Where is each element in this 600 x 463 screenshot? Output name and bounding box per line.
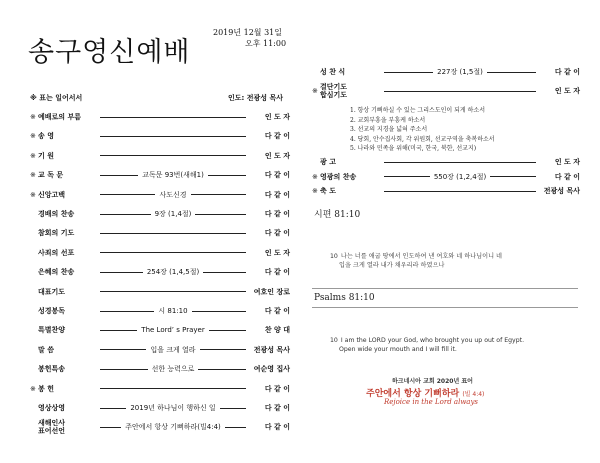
- service-item-label: 특별찬양: [38, 326, 66, 335]
- standing-marker: ※: [312, 172, 318, 181]
- korean-verse-text: [330, 252, 590, 270]
- service-item-leader: 인 도 자: [264, 151, 290, 160]
- standing-marker: ※: [30, 113, 36, 121]
- service-item-label: 예배로의 부름: [38, 113, 82, 121]
- leader-line: [384, 91, 536, 92]
- service-item-leader: 전광성 목사: [543, 187, 580, 195]
- leader-line: [487, 72, 536, 73]
- divider: [312, 288, 578, 289]
- service-item-detail: 2019년 하나님이 행하신 일: [130, 404, 216, 412]
- service-item-leader: 다 같 이: [264, 171, 290, 180]
- leader-line: [100, 194, 155, 195]
- leader-line: [100, 155, 246, 156]
- service-item-detail: 선한 능력으로: [151, 365, 195, 374]
- leader-line: [100, 272, 143, 273]
- leader-line: [100, 233, 246, 234]
- service-item: [30, 189, 290, 201]
- service-item-label: 영상상영: [38, 404, 66, 412]
- service-item: [30, 247, 290, 259]
- korean-verse-reference: 시편 81:10: [314, 210, 361, 220]
- service-item-label: 새해인사 표어선언: [38, 419, 66, 436]
- leader-line: [384, 72, 433, 73]
- leader-line: [490, 176, 536, 177]
- service-item: [30, 383, 290, 395]
- church-motto-heading: 하크네시아 교회 2020년 표어: [392, 378, 473, 385]
- korean-verse-line: 나는 너를 애굽 땅에서 인도하여 낸 여호와 네 하나님이니 네: [340, 253, 503, 260]
- leader-line: [100, 349, 146, 350]
- standing-marker: ※: [30, 190, 36, 199]
- service-item: [30, 363, 290, 375]
- service-item-leader: 여호인 장로: [253, 287, 290, 296]
- service-item-leader: 다 같 이: [264, 423, 290, 432]
- prayer-topic: 2. 교회부흥을 부흥케 하소서: [350, 116, 426, 124]
- english-verse-line: Open wide your mouth and I will fill it.: [339, 346, 457, 353]
- service-item-leader: 여순영 집사: [253, 365, 290, 374]
- leader-line: [100, 369, 148, 370]
- leader-line: [100, 311, 154, 312]
- prayer-topics-list: [340, 106, 495, 154]
- leader-line: [384, 191, 536, 192]
- leader-line: [203, 272, 246, 273]
- leader-line: [209, 330, 246, 331]
- standing-marker: ※: [30, 132, 36, 141]
- standing-marker: ※: [312, 87, 318, 95]
- service-item-leader: 다 같 이: [264, 229, 290, 238]
- service-item: [30, 344, 290, 356]
- motto-text: 주안에서 항상 기뻐하라: [366, 389, 460, 399]
- leader-line: [100, 117, 246, 118]
- service-item-leader: 다 같 이: [264, 268, 291, 277]
- service-item: [30, 402, 290, 414]
- service-item-label: 은혜의 찬송: [38, 268, 75, 277]
- leader-line: [100, 330, 137, 331]
- service-item: [30, 169, 290, 181]
- verse-number: 10: [330, 253, 338, 260]
- page-title: 송구영신예배: [28, 37, 191, 68]
- service-item: [30, 286, 290, 298]
- service-item-label: 영광의 찬송: [320, 172, 357, 181]
- leader-line: [100, 408, 126, 409]
- service-item-leader: 다 같 이: [264, 190, 290, 199]
- service-item-label: 말 씀: [38, 345, 54, 354]
- service-item: [30, 208, 290, 220]
- leader-line: [100, 136, 246, 137]
- service-date: 2019년 12월 31일: [213, 28, 282, 37]
- service-item-label: 경배의 찬송: [38, 210, 75, 218]
- service-item-leader: 다 같 이: [264, 210, 290, 218]
- service-item: [30, 324, 290, 336]
- leader-line: [208, 175, 246, 176]
- divider: [312, 307, 578, 308]
- service-item: [312, 85, 580, 97]
- service-item: [30, 419, 290, 436]
- service-item-label: 기 원: [38, 151, 54, 160]
- standing-marker: ※: [30, 151, 36, 160]
- service-item-label: 교 독 문: [38, 171, 64, 180]
- motto-reference: (빌 4:4): [462, 391, 485, 398]
- leader-line: [384, 176, 430, 177]
- leader-line: [200, 349, 246, 350]
- service-item-leader: 다 같 이: [264, 307, 291, 315]
- leader-line: [225, 427, 246, 428]
- leader-line: [384, 162, 536, 163]
- service-item-detail: 254장 (1,4,5절): [146, 268, 200, 277]
- standing-notice: ※ 표는 일어서서: [30, 94, 83, 102]
- service-item: [30, 227, 290, 239]
- service-item-label: 송 영: [38, 132, 54, 141]
- prayer-topic: 3. 선교의 지경을 넓혀 주소서: [350, 126, 428, 133]
- service-item-label: 봉 헌: [38, 384, 54, 393]
- standing-marker: ※: [30, 171, 36, 180]
- service-item-leader: 다 같 이: [264, 404, 291, 412]
- standing-marker: ※: [312, 187, 318, 195]
- service-item: [312, 156, 580, 168]
- motto-script: Rejoice in the Lord always: [384, 398, 479, 406]
- service-item-leader: 인 도 자: [554, 87, 580, 95]
- service-item-detail: 227장 (1,5절): [437, 68, 483, 76]
- service-item-detail: 550장 (1,2,4절): [433, 172, 487, 181]
- service-item: [30, 111, 290, 123]
- service-item-label: 광 고: [320, 158, 336, 166]
- service-time: 오후 11:00: [245, 39, 287, 48]
- leader-line: [198, 369, 246, 370]
- service-item-detail: 사도신경: [159, 190, 187, 199]
- english-verse-line: I am the LORD your God, who brought you up out of Egypt.: [340, 337, 525, 344]
- leader-line: [191, 194, 246, 195]
- service-item-label: 성 찬 식: [320, 68, 346, 76]
- service-item: [30, 150, 290, 162]
- service-item-detail: 시 81:10: [158, 307, 188, 315]
- prayer-topic: 4. 당회, 안수집사회, 각 위원회, 선교구역을 축복하소서: [350, 135, 495, 143]
- service-item-leader: 인 도 자: [554, 158, 580, 166]
- service-item-leader: 다 같 이: [554, 68, 580, 76]
- service-item-label: 참회의 기도: [38, 229, 75, 238]
- service-item-leader: 찬 양 대: [264, 326, 291, 335]
- service-item-label: 봉헌특송: [38, 365, 66, 374]
- leader-line: [100, 252, 246, 253]
- service-item-detail: 입을 크게 열라: [150, 345, 196, 354]
- service-item-leader: 인 도 자: [264, 248, 290, 257]
- leader-line: [100, 388, 246, 389]
- service-item-label: 대표기도: [38, 287, 66, 296]
- service-item-label: 사죄의 선포: [38, 248, 75, 257]
- service-item-label: 성경봉독: [38, 307, 66, 315]
- service-item-detail: 교독문 93번(새해1): [142, 171, 204, 180]
- service-item: [30, 305, 290, 317]
- leader-line: [100, 214, 151, 215]
- service-item-detail: 9장 (1,4절): [154, 210, 192, 218]
- verse-number: 10: [330, 337, 338, 344]
- service-item-leader: 인 도 자: [264, 113, 290, 121]
- leader-line: [100, 291, 246, 292]
- service-item-leader: 다 같 이: [264, 132, 290, 141]
- english-verse-reference: Psalms 81:10: [314, 293, 375, 303]
- service-item: [312, 185, 580, 197]
- leader-line: [192, 311, 246, 312]
- leader-line: [220, 408, 246, 409]
- service-item-label: 신앙고백: [38, 190, 66, 199]
- service-item: [312, 171, 580, 183]
- leader-notice: 인도: 전광성 목사: [228, 94, 284, 102]
- standing-marker: ※: [30, 384, 36, 393]
- service-item-leader: 다 같 이: [264, 384, 290, 393]
- english-verse-text: [330, 336, 590, 354]
- service-item-leader: 다 같 이: [554, 172, 581, 181]
- leader-line: [100, 175, 138, 176]
- leader-line: [100, 427, 121, 428]
- service-item: [30, 266, 290, 278]
- korean-verse-line: 입을 크게 열라 내가 채우리라 하였으나: [339, 262, 445, 269]
- prayer-topic: 5. 나라와 민족을 위해(미국, 한국, 북한, 선교지): [350, 145, 477, 152]
- prayer-topic: 1. 항상 기뻐하실 수 있는 그리스도인이 되게 하소서: [350, 107, 485, 114]
- service-item: [312, 66, 580, 78]
- service-item-detail: The Lord’ s Prayer: [141, 326, 205, 335]
- service-item: [30, 130, 290, 142]
- service-item-detail: 주안에서 항상 기뻐하라(빌4:4): [125, 423, 221, 432]
- service-item-label: 축 도: [320, 187, 336, 195]
- service-item-leader: 전광성 목사: [253, 345, 290, 354]
- leader-line: [195, 214, 246, 215]
- service-item-label: 결단기도 합심기도: [320, 83, 348, 99]
